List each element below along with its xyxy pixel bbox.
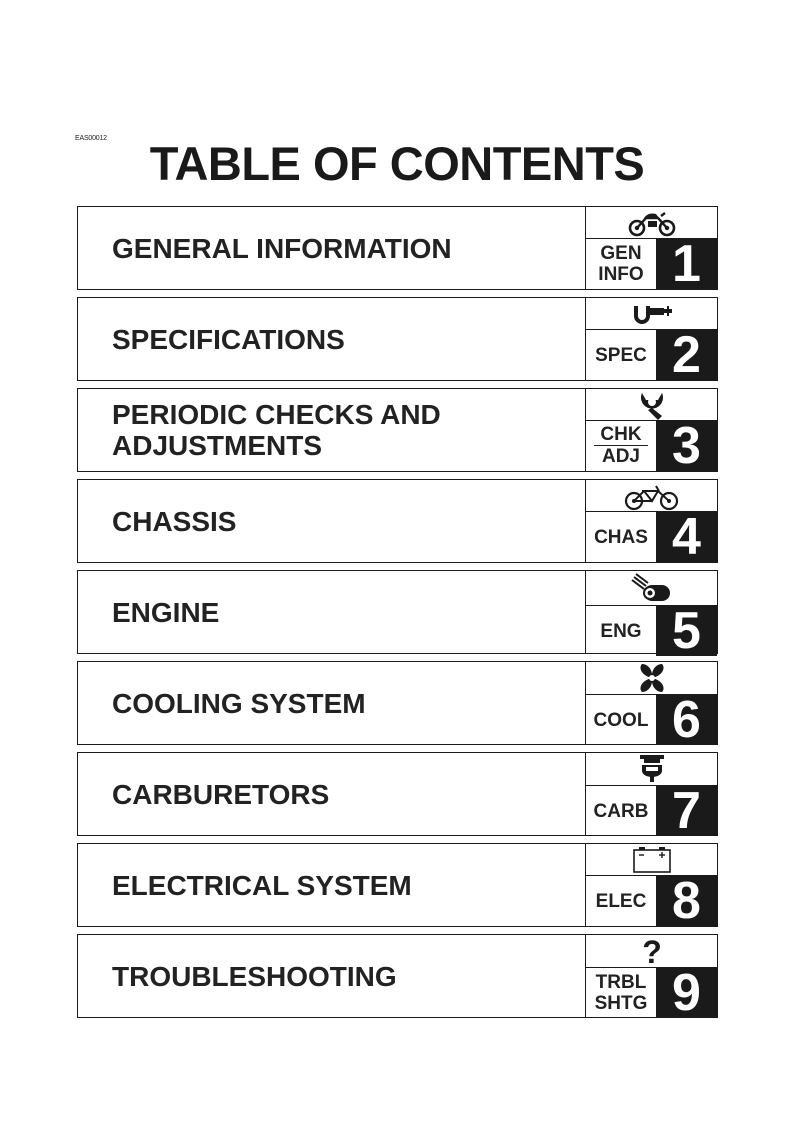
section-tab <box>586 571 717 656</box>
section-title-line: ADJUSTMENTS <box>112 430 323 461</box>
section-title-text: ELECTRICAL SYSTEM <box>112 869 412 901</box>
svg-text:?: ? <box>641 935 662 967</box>
section-title[interactable] <box>78 844 586 926</box>
toc-row[interactable] <box>77 479 718 563</box>
section-tab <box>586 389 717 471</box>
abbreviation-line: CHAS <box>594 526 648 548</box>
abbreviation-line: CARB <box>593 800 649 822</box>
abbreviation-line: ADJ <box>601 445 640 467</box>
abbreviation-line: COOL <box>593 709 649 731</box>
chapter-number: 1 <box>656 239 717 289</box>
section-abbreviation <box>586 330 656 380</box>
chapter-number: 4 <box>656 512 717 562</box>
section-abbreviation <box>586 786 656 836</box>
toc-row[interactable] <box>77 843 718 927</box>
toc-row[interactable] <box>77 934 718 1018</box>
section-title-text: ENGINE <box>112 596 220 628</box>
abbreviation-line: TRBL <box>595 972 647 993</box>
section-title[interactable] <box>78 207 586 289</box>
section-abbreviation <box>586 239 656 289</box>
section-abbreviation <box>586 421 656 471</box>
section-title[interactable] <box>78 935 586 1017</box>
toc-row[interactable] <box>77 570 718 654</box>
chapter-number: 5 <box>656 606 717 656</box>
chapter-number: 8 <box>656 876 717 926</box>
page-title: TABLE OF CONTENTS <box>149 137 645 190</box>
abbreviation-line: ELEC <box>595 890 647 912</box>
battery-icon <box>586 844 717 876</box>
section-abbreviation <box>586 512 656 562</box>
wrench-icon <box>586 389 717 421</box>
question-icon <box>586 935 717 968</box>
section-abbreviation <box>586 695 656 745</box>
micrometer-icon <box>586 298 717 330</box>
chapter-number: 2 <box>656 330 717 380</box>
section-title-line: PERIODIC CHECKS AND <box>112 399 441 430</box>
section-tab <box>586 844 717 926</box>
section-abbreviation <box>586 876 656 926</box>
carburetor-icon <box>586 753 717 786</box>
toc-row[interactable] <box>77 297 718 381</box>
section-title[interactable] <box>78 298 586 380</box>
section-tab <box>586 753 717 835</box>
abbreviation-line: CHK <box>594 425 647 446</box>
section-tab <box>586 935 717 1017</box>
section-title[interactable] <box>78 753 586 835</box>
section-tab <box>586 207 717 289</box>
motorcycle-icon <box>586 207 717 239</box>
section-tab <box>586 662 717 744</box>
section-title-text: TROUBLESHOOTING <box>112 960 397 992</box>
section-tab <box>586 480 717 562</box>
section-title[interactable] <box>78 389 586 471</box>
section-title[interactable] <box>78 480 586 562</box>
document-code: EAS00012 <box>75 135 107 142</box>
toc-row[interactable] <box>77 388 718 472</box>
fan-icon <box>586 662 717 695</box>
abbreviation-line: SHTG <box>594 993 648 1014</box>
toc-row[interactable] <box>77 752 718 836</box>
abbreviation-line: ENG <box>600 620 642 642</box>
section-title-text: GENERAL INFORMATION <box>112 232 452 264</box>
abbreviation-line: SPEC <box>595 344 647 366</box>
chapter-number: 9 <box>656 968 717 1018</box>
abbreviation-line: GEN <box>600 243 642 264</box>
section-title-text: CARBURETORS <box>112 778 330 810</box>
piston-spring-icon <box>586 571 717 606</box>
toc-row[interactable] <box>77 206 718 290</box>
section-title-text: SPECIFICATIONS <box>112 323 345 355</box>
section-title[interactable] <box>78 662 586 744</box>
section-tab <box>586 298 717 380</box>
section-abbreviation <box>586 606 656 656</box>
section-title-text: CHASSIS <box>112 505 237 537</box>
bicycle-frame-icon <box>586 480 717 512</box>
toc-row[interactable] <box>77 661 718 745</box>
chapter-number: 7 <box>656 786 717 836</box>
section-title-text: COOLING SYSTEM <box>112 687 366 719</box>
abbreviation-line: INFO <box>598 264 644 285</box>
section-abbreviation <box>586 968 656 1018</box>
section-title[interactable] <box>78 571 586 653</box>
chapter-number: 3 <box>656 421 717 471</box>
chapter-number: 6 <box>656 695 717 745</box>
